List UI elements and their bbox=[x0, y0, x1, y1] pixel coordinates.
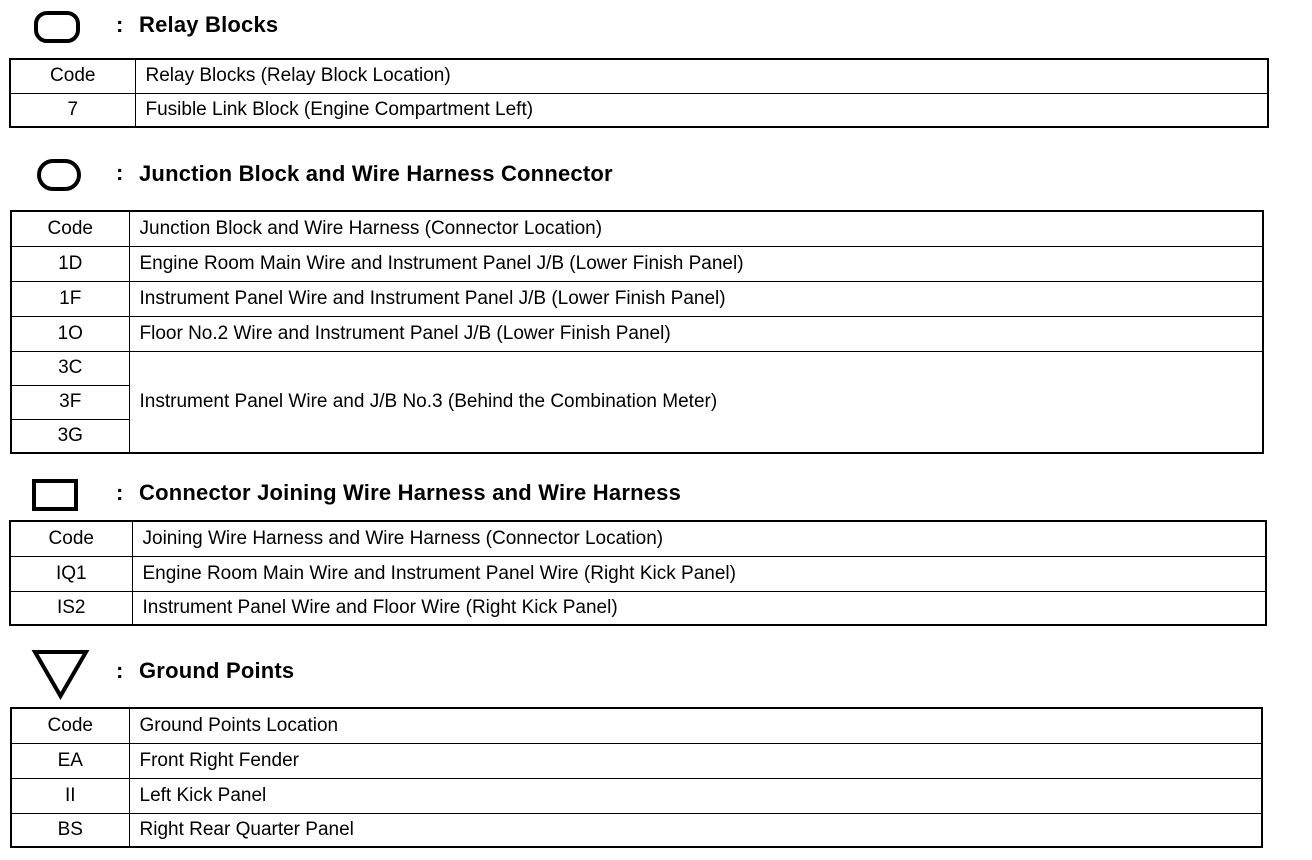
table-row bbox=[11, 778, 1262, 813]
code-cell: 7 bbox=[10, 93, 135, 127]
code-header: Code bbox=[10, 521, 132, 556]
location-cell: Instrument Panel Wire and Instrument Panel J/B (Lower Finish Panel) bbox=[129, 281, 1263, 316]
table-header-row bbox=[11, 708, 1262, 743]
code-cell: 1D bbox=[11, 246, 129, 281]
table-header-row bbox=[11, 211, 1263, 246]
triangle-down-icon bbox=[31, 648, 91, 700]
location-cell: Engine Room Main Wire and Instrument Panel J/B (Lower Finish Panel) bbox=[129, 246, 1263, 281]
location-cell: Right Rear Quarter Panel bbox=[129, 813, 1262, 847]
code-cell: 3C bbox=[11, 351, 129, 385]
location-cell-merged: Instrument Panel Wire and J/B No.3 (Behind the Combination Meter) bbox=[129, 351, 1263, 453]
location-cell: Left Kick Panel bbox=[129, 778, 1262, 813]
code-header: Code bbox=[11, 211, 129, 246]
table-row bbox=[11, 351, 1263, 385]
relay-blocks-table bbox=[9, 58, 1269, 128]
code-cell: EA bbox=[11, 743, 129, 778]
table-header-row bbox=[10, 59, 1268, 93]
square-icon bbox=[31, 478, 79, 514]
section-title-connector-joining: Connector Joining Wire Harness and Wire Harness bbox=[139, 480, 682, 505]
table-row bbox=[11, 316, 1263, 351]
code-header: Code bbox=[11, 708, 129, 743]
code-cell: BS bbox=[11, 813, 129, 847]
colon: : bbox=[116, 12, 124, 37]
table-row bbox=[11, 813, 1262, 847]
location-cell: Instrument Panel Wire and Floor Wire (Right Kick Panel) bbox=[132, 591, 1266, 625]
colon: : bbox=[116, 160, 124, 185]
ground-points-table bbox=[10, 707, 1263, 848]
section-title-relay-blocks: Relay Blocks bbox=[139, 12, 279, 37]
junction-block-table bbox=[10, 210, 1264, 454]
code-cell: IQ1 bbox=[10, 556, 132, 591]
table-row bbox=[11, 743, 1262, 778]
table-row bbox=[10, 591, 1266, 625]
table-row bbox=[10, 556, 1266, 591]
oval-icon bbox=[36, 158, 84, 194]
code-cell: II bbox=[11, 778, 129, 813]
location-header: Relay Blocks (Relay Block Location) bbox=[135, 59, 1268, 93]
location-header: Junction Block and Wire Harness (Connector Location) bbox=[129, 211, 1263, 246]
code-cell: IS2 bbox=[10, 591, 132, 625]
code-header: Code bbox=[10, 59, 135, 93]
colon: : bbox=[116, 658, 124, 683]
table-row bbox=[11, 281, 1263, 316]
table-row bbox=[10, 93, 1268, 127]
location-cell: Fusible Link Block (Engine Compartment Left) bbox=[135, 93, 1268, 127]
section-title-junction-block: Junction Block and Wire Harness Connector bbox=[139, 161, 613, 186]
location-cell: Floor No.2 Wire and Instrument Panel J/B (Lower Finish Panel) bbox=[129, 316, 1263, 351]
rounded-rect-icon bbox=[33, 10, 81, 46]
code-cell: 3G bbox=[11, 419, 129, 453]
code-cell: 3F bbox=[11, 385, 129, 419]
location-header: Ground Points Location bbox=[129, 708, 1262, 743]
location-cell: Front Right Fender bbox=[129, 743, 1262, 778]
table-header-row bbox=[10, 521, 1266, 556]
code-cell: 1O bbox=[11, 316, 129, 351]
colon: : bbox=[116, 480, 124, 505]
location-cell: Engine Room Main Wire and Instrument Panel Wire (Right Kick Panel) bbox=[132, 556, 1266, 591]
table-row bbox=[11, 246, 1263, 281]
section-title-ground-points: Ground Points bbox=[139, 658, 295, 683]
code-cell: 1F bbox=[11, 281, 129, 316]
connector-joining-table bbox=[9, 520, 1267, 626]
location-header: Joining Wire Harness and Wire Harness (Connector Location) bbox=[132, 521, 1266, 556]
